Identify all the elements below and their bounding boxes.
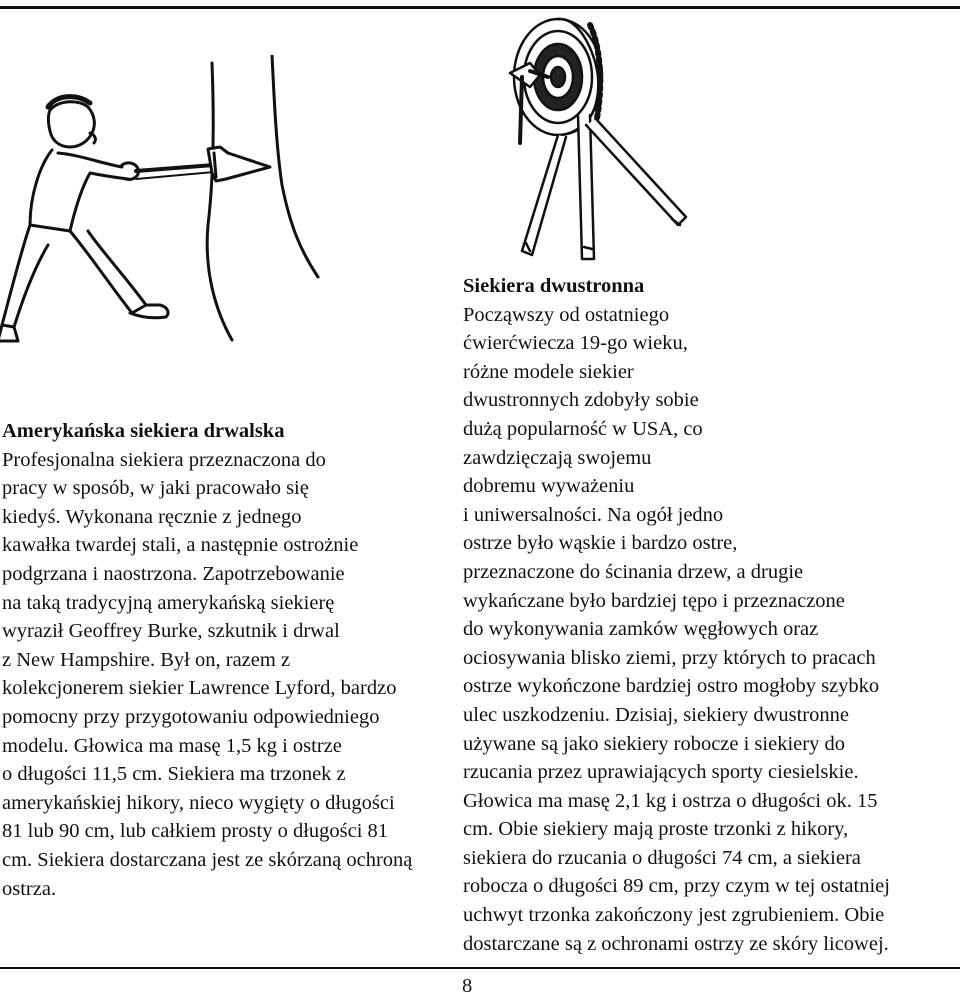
body-line: 81 lub 90 cm, lub całkiem prosty o długości 81: [2, 820, 389, 843]
throwing-target-illustration: [500, 15, 700, 265]
body-line: z New Hampshire. Był on, razem z: [2, 648, 291, 671]
body-line: cm. Siekiera dostarczana jest ze skórzaną ochroną: [2, 848, 413, 871]
double-bit-axe-section: [463, 272, 960, 958]
body-line: siekiera do rzucania o długości 74 cm, a siekiera: [463, 846, 861, 869]
body-line: wyraził Geoffrey Burke, szkutnik i drwal: [2, 620, 340, 643]
lumberjack-illustration: [0, 55, 340, 395]
body-line: ostrza.: [2, 877, 57, 900]
body-line: używane są jako siekiery robocze i siekiery do: [463, 732, 845, 755]
body-line: ulec uszkodzeniu. Dzisiaj, siekiery dwustronne: [463, 703, 849, 726]
body-line: amerykańskiej hikory, nieco wygięty o długości: [2, 791, 395, 814]
body-line: dwustronnych zdobyły sobie: [463, 389, 699, 412]
body-line: na taką tradycyjną amerykańską siekierę: [2, 591, 335, 614]
body-line: dostarczane są z ochronami ostrzy ze skóry licowej.: [463, 932, 889, 955]
body-line: różne modele siekier: [463, 360, 634, 383]
body-line: pracy w sposób, w jaki pracowało się: [2, 477, 309, 500]
section-heading: Siekiera dwustronna: [463, 275, 645, 297]
body-line: przeznaczone do ścinania drzew, a drugie: [463, 560, 804, 583]
body-line: wykańczane było bardziej tępo i przeznaczone: [463, 589, 845, 612]
body-line: Począwszy od ostatniego: [463, 303, 670, 326]
body-line: rzucania przez uprawiających sporty ciesielskie.: [463, 761, 859, 784]
body-line: dużą popularność w USA, co: [463, 417, 703, 440]
top-rule: [0, 6, 960, 9]
body-line: modelu. Głowica ma masę 1,5 kg i ostrze: [2, 734, 342, 757]
body-line: cm. Obie siekiery mają proste trzonki z hikory,: [463, 818, 849, 841]
body-line: pomocny przy przygotowaniu odpowiedniego: [2, 705, 380, 728]
body-line: kolekcjonerem siekier Lawrence Lyford, bardzo: [2, 677, 397, 700]
section-heading: Amerykańska siekiera drwalska: [2, 420, 285, 442]
body-line: o długości 11,5 cm. Siekiera ma trzonek z: [2, 763, 346, 786]
body-line: dobremu wyważeniu: [463, 475, 635, 498]
american-felling-axe-section: [2, 417, 442, 903]
body-line: podgrzana i naostrzona. Zapotrzebowanie: [2, 562, 345, 585]
body-line: ostrze było wąskie i bardzo ostre,: [463, 532, 738, 555]
body-line: i uniwersalności. Na ogół jedno: [463, 503, 724, 526]
body-line: ćwierćwiecza 19-go wieku,: [463, 332, 688, 355]
bottom-rule: [0, 967, 960, 969]
body-line: Profesjonalna siekiera przeznaczona do: [2, 448, 326, 471]
body-line: do wykonywania zamków węgłowych oraz: [463, 618, 819, 641]
body-line: kiedyś. Wykonana ręcznie z jednego: [2, 505, 302, 528]
body-line: uchwyt trzonka zakończony jest zgrubieniem. Obie: [463, 904, 885, 927]
body-line: Głowica ma masę 2,1 kg i ostrza o długości ok. 15: [463, 789, 878, 812]
body-line: ociosywania blisko ziemi, przy których to pracach: [463, 646, 876, 669]
body-line: kawałka twardej stali, a następnie ostrożnie: [2, 534, 359, 557]
body-line: zawdzięczają swojemu: [463, 446, 652, 469]
body-line: robocza o długości 89 cm, przy czym w tej ostatniej: [463, 875, 890, 898]
body-line: ostrze wykończone bardziej ostro mogłoby szybko: [463, 675, 880, 698]
page-number: 8: [462, 975, 473, 997]
